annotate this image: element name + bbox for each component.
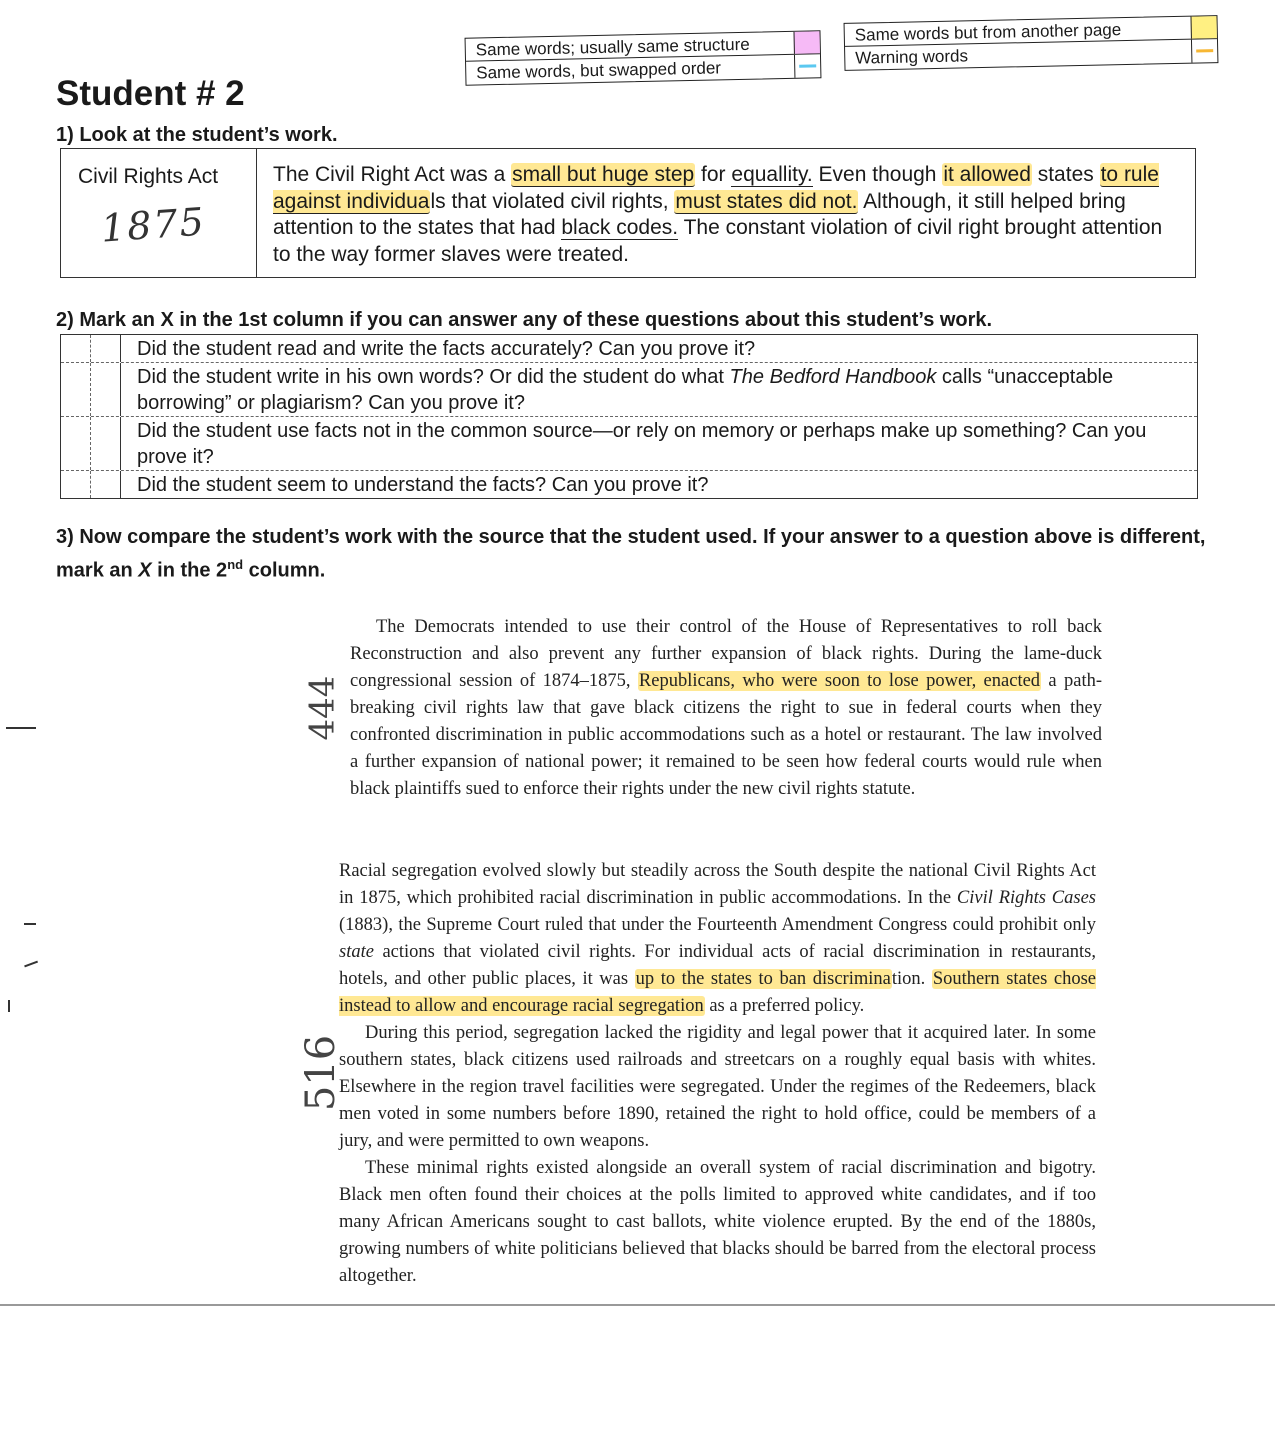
- section1-heading: 1) Look at the student’s work.: [56, 124, 338, 146]
- page-title: Student # 2: [56, 74, 245, 113]
- heading-x: X: [138, 559, 152, 582]
- work-text: Although, it still helped bring attention to the states that had: [273, 189, 1126, 239]
- handwritten-year: 1875: [99, 199, 208, 251]
- topic-cell: [61, 149, 257, 277]
- source-text: a path-breaking civil rights law that gave black citizens the right to sue in federal courts when they confronted discrimination in public accommodations such as a hotel or restaurant. The law involved a further expansion of national power; it remained to be seen how federal courts would rule when black plaintiffs sued to enforce their rights under the new civil rights statute.: [350, 671, 1102, 799]
- heading-sup: nd: [227, 557, 244, 572]
- work-text: ls that violated civil rights,: [430, 189, 675, 213]
- legend-label: Same words, but swapped order: [476, 58, 722, 83]
- legend-label: Same words; usually same structure: [475, 34, 750, 60]
- source-highlight: up to the states to ban discrimina: [635, 969, 891, 989]
- source-text: actions that violated civil rights. For individual acts of racial discrimination in restaurants, hotels, and other public places, it was: [339, 942, 1096, 989]
- section2-heading: 2) Mark an X in the 1st column if you can answer any of these questions about this student’s work.: [56, 309, 993, 331]
- work-text: The Civil Right Act was a: [273, 163, 512, 186]
- margin-note-page-444: 444: [302, 675, 343, 741]
- source-highlight: Southern states chose instead to allow and encourage racial segregation: [339, 969, 1097, 1016]
- question-text-part: Did the student write in his own words? Or did the student do what: [137, 366, 730, 388]
- source-text: (1883), the Supreme Court ruled that under the Fourteenth Amendment Congress could prohibit only: [339, 915, 1096, 935]
- scan-mark: [6, 727, 36, 729]
- underlined-phrase: equallity.: [731, 163, 813, 186]
- heading-part: 3) Now compare the student’s work with the source that the student used. If your answer to a question above is different, mark an: [56, 526, 1206, 582]
- mark-column-2[interactable]: [91, 471, 121, 498]
- source-paragraph: [350, 614, 1102, 803]
- scan-mark: [8, 1000, 10, 1012]
- student-work-text: [273, 162, 1183, 268]
- mark-column-2[interactable]: [91, 363, 121, 416]
- source-excerpt-1: [350, 614, 1102, 803]
- source-text: tion.: [891, 969, 932, 989]
- book-title: The Bedford Handbook: [729, 366, 937, 388]
- legend-swatch-blue: [794, 54, 820, 78]
- question-row: [61, 363, 1197, 417]
- question-row: [61, 417, 1197, 471]
- legend-swatch-orange: [1191, 39, 1217, 63]
- question-text: Did the student read and write the facts accurately? Can you prove it?: [137, 338, 756, 360]
- source-paragraph: [339, 858, 1096, 1020]
- source-text: Racial segregation evolved slowly but steadily across the South despite the national Civil Rights Act in 1875, which prohibited racial discrimination in public accommodations. In the: [339, 861, 1096, 908]
- topic-label: Civil Rights Act: [78, 165, 219, 188]
- source-paragraph: These minimal rights existed alongside an overall system of racial discrimination and bigotry. Black men often found their choices at the polls limited to approved white candidates, and if too many African Americans sought to cast ballots, white violence erupted. By the end of the 1880s, growing numbers of white politicians believed that blacks should be barred from the electoral process altogether.: [339, 1158, 1096, 1286]
- highlight-phrase: to rule against individua: [273, 163, 1159, 213]
- page-edge-line: [0, 1304, 1275, 1306]
- mark-column-1[interactable]: [61, 417, 91, 470]
- work-text: for: [695, 163, 732, 186]
- scan-mark: [24, 923, 36, 925]
- work-text: Even though: [812, 163, 943, 186]
- question-text-part: calls “unacceptable borrowing” or plagiarism? Can you prove it?: [137, 366, 1114, 414]
- source-text: as a preferred policy.: [704, 996, 865, 1016]
- question-text: Did the student use facts not in the common source—or rely on memory or perhaps make up something? Can you prove it?: [137, 420, 1147, 468]
- question-text: [137, 363, 1197, 416]
- source-excerpt-2: [339, 858, 1096, 1290]
- highlight-phrase: must states did not.: [675, 189, 858, 213]
- questions-table: [60, 334, 1198, 499]
- mark-column-1[interactable]: [61, 471, 91, 498]
- mark-column-2[interactable]: [91, 417, 121, 470]
- highlight-phrase: small but huge step: [512, 163, 695, 186]
- source-highlight: Republicans, who were soon to lose power, enacted: [638, 671, 1041, 691]
- question-row: [61, 335, 1197, 363]
- legend-swatch-pink: [793, 31, 819, 54]
- mark-column-1[interactable]: [61, 363, 91, 416]
- legend-right: [844, 15, 1219, 71]
- mark-column-2[interactable]: [91, 335, 121, 362]
- work-text: The constant violation of civil right brought attention to the way former slaves were treated.: [273, 216, 1163, 266]
- emphasis-word: state: [339, 942, 374, 962]
- mark-column-1[interactable]: [61, 335, 91, 362]
- question-text: Did the student seem to understand the facts? Can you prove it?: [137, 474, 709, 496]
- highlight-phrase: it allowed: [943, 163, 1031, 186]
- student-work-table: [60, 148, 1196, 278]
- underlined-phrase: black codes.: [561, 216, 679, 239]
- legend-label: Same words but from another page: [854, 20, 1122, 45]
- legend-label: Warning words: [855, 46, 969, 68]
- work-text: states: [1031, 163, 1100, 186]
- case-title: Civil Rights Cases: [956, 888, 1097, 908]
- section3-heading: [56, 524, 1206, 585]
- legend-swatch-yellow: [1190, 16, 1216, 39]
- source-paragraph: During this period, segregation lacked the rigidity and legal power that it acquired later. In some southern states, black citizens used railroads and streetcars on a roughly equal basis with whites. Elsewhere in the region travel facilities were segregated. Under the regimes of the Redeemers, black men voted in some numbers before 1890, retained the right to hold office, could be members of a jury, and were permitted to own weapons.: [339, 1023, 1096, 1151]
- heading-part: column.: [243, 559, 326, 582]
- scan-mark: [24, 961, 38, 967]
- legend-left: [465, 30, 822, 85]
- heading-part: in the 2: [151, 559, 228, 582]
- source-text: The Democrats intended to use their control of the House of Representatives to roll back Reconstruction and also prevent any further expansion of black rights. During the lame-duck congressional session of 1874–1875,: [350, 617, 1102, 691]
- margin-note-page-516: 516: [298, 1034, 345, 1112]
- question-row: [61, 471, 1197, 498]
